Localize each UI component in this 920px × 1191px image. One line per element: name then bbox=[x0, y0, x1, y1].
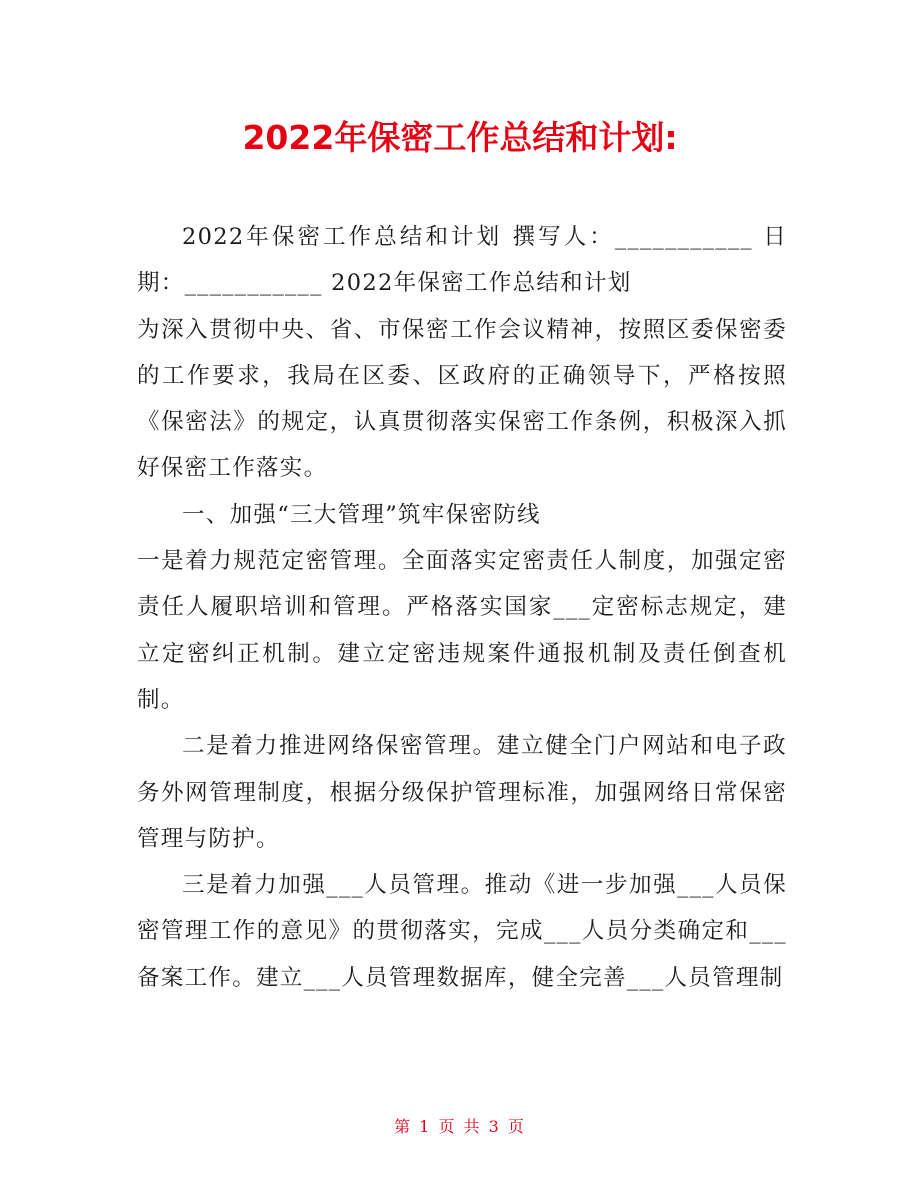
paragraph-item-1: 一是着力规范定密管理。全面落实定密责任人制度，加强定密责任人履职培训和管理。严格落实国家___定密标志规定，建立定密纠正机制。建立定密违规案件通报机制及责任倒查机制。 bbox=[137, 548, 787, 713]
paragraph-item-2: 二是着力推进网络保密管理。建立健全门户网站和电子政务外网管理制度，根据分级保护管理标准，加强网络日常保密管理与防护。 bbox=[137, 733, 787, 852]
document-title: 2022年保密工作总结和计划: bbox=[242, 118, 678, 157]
page-footer: 第 1 页 共 3 页 bbox=[394, 1117, 526, 1136]
paragraph-intro: 为深入贯彻中央、省、市保密工作会议精神，按照区委保密委的工作要求，我局在区委、区政府的正确领导下，严格按照《保密法》的规定，认真贯彻落实保密工作条例，积极深入抓好保密工作落实。 bbox=[137, 316, 787, 482]
paragraph-header: 2022年保密工作总结和计划 撰写人：___________ 日期：___________ 2022年保密工作总结和计划 bbox=[137, 224, 787, 297]
paragraph-item-3: 三是着力加强___人员管理。推动《进一步加强___人员保密管理工作的意见》的贯彻落实，完成___人员分类确定和___备案工作。建立___人员管理数据库，健全完善___人员管理制 bbox=[137, 872, 787, 991]
document-body bbox=[137, 214, 787, 1001]
section-heading: 一、加强“三大管理”筑牢保密防线 bbox=[182, 501, 541, 528]
